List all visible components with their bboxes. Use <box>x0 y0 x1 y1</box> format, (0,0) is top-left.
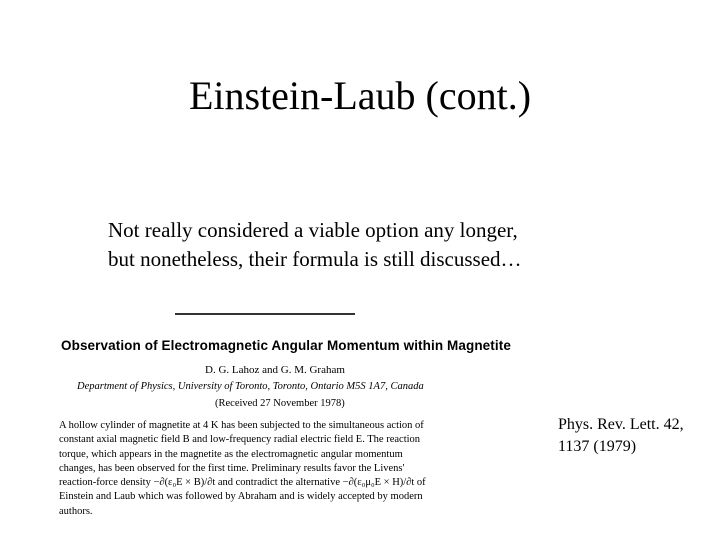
paper-title: Observation of Electromagnetic Angular Momentum within Magnetite <box>61 338 511 353</box>
paper-scan <box>55 322 545 517</box>
paper-abstract <box>59 419 529 519</box>
citation-line: 1137 (1979) <box>558 438 637 455</box>
abstract-line: A hollow cylinder of magnetite at 4 K has been subjected to the simultaneous action of <box>59 420 424 431</box>
abstract-line: reaction-force density −∂(ε₀E × B)/∂t and contradict the alternative −∂(ε₀μ₀E × H)/∂t of <box>59 477 426 489</box>
slide-body <box>108 216 522 274</box>
paper-affiliation: Department of Physics, University of Toronto, Toronto, Ontario M5S 1A7, Canada <box>77 381 424 392</box>
abstract-line: changes, has been observed for the first time. Preliminary results favor the Livens' <box>59 462 405 474</box>
slide-title: Einstein-Laub (cont.) <box>188 73 532 118</box>
divider <box>175 313 355 315</box>
abstract-line: torque, which appears in the magnetite as the electromagnetic angular momentum <box>59 448 403 460</box>
body-line: Not really considered a viable option any longer, <box>108 218 518 242</box>
body-line: but nonetheless, their formula is still discussed… <box>108 247 522 271</box>
abstract-line: Einstein and Laub which was followed by Abraham and is widely accepted by modern <box>59 491 423 503</box>
paper-received-date: (Received 27 November 1978) <box>215 398 345 409</box>
paper-authors: D. G. Lahoz and G. M. Graham <box>205 364 345 376</box>
citation-line: Phys. Rev. Lett. 42, <box>558 416 684 433</box>
abstract-line: constant axial magnetic field B and low-frequency radial electric field E. The reaction <box>59 434 421 446</box>
abstract-line: authors. <box>59 505 93 517</box>
citation <box>558 414 684 458</box>
